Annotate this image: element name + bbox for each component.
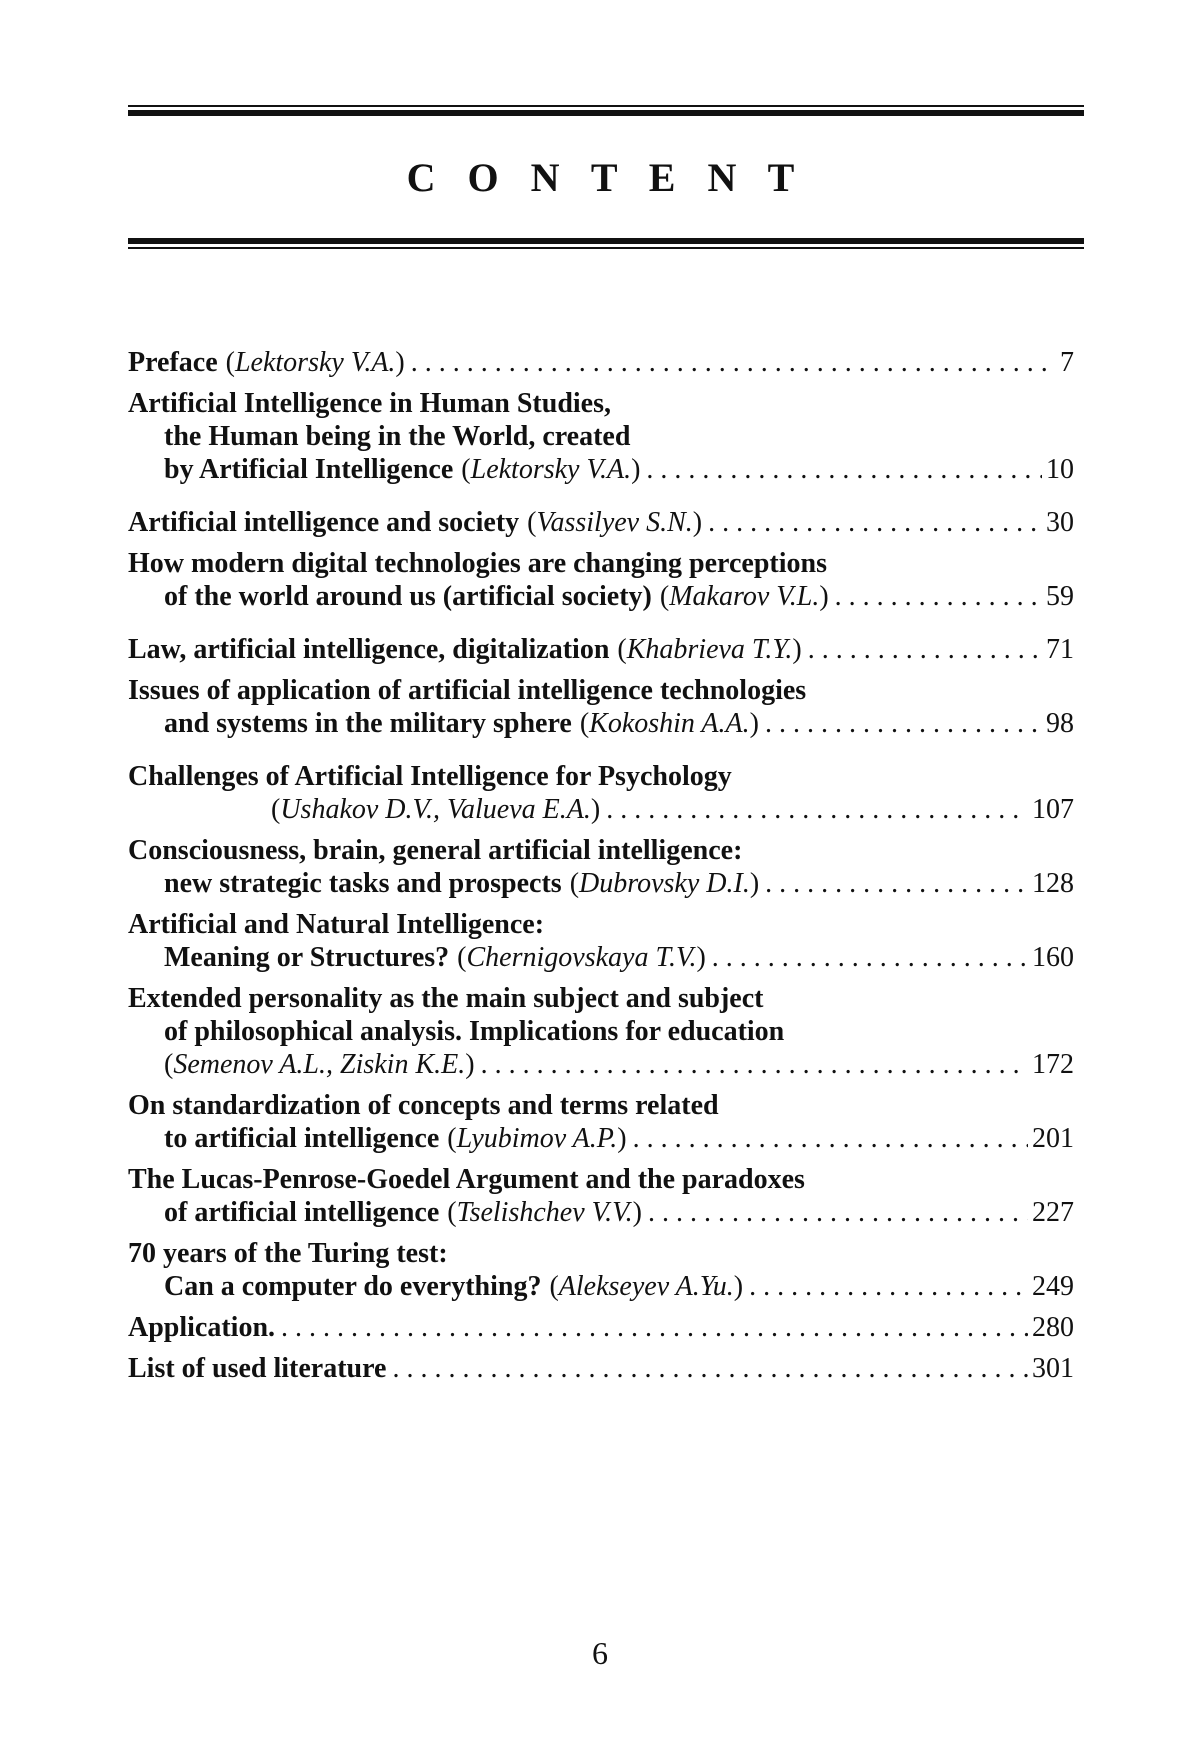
toc-entry-page: 160 — [1032, 942, 1074, 973]
toc-line — [128, 1122, 1074, 1155]
toc-entry-author-wrap: (Ushakov D.V., Valueva E.A.) — [271, 794, 601, 825]
toc-entry-author: Kokoshin A.A. — [589, 708, 750, 739]
toc-line — [128, 453, 1074, 486]
toc-entry-author-wrap: (Dubrovsky D.I.) — [569, 868, 760, 899]
toc-entry-author-wrap: (Alekseyev A.Yu.) — [549, 1271, 744, 1302]
toc-entry-author-wrap: (Khabrieva T.Y.) — [617, 634, 802, 665]
toc-entry — [128, 506, 1074, 539]
toc-line — [128, 1048, 1074, 1081]
toc-line — [128, 760, 1074, 793]
toc-entry-author: Semenov A.L., Ziskin K.E. — [173, 1049, 466, 1080]
toc-entry-author: Lyubimov A.P. — [456, 1123, 618, 1154]
toc-entry-title: 70 years of the Turing test: — [128, 1238, 448, 1269]
toc-line — [128, 1270, 1074, 1303]
toc-entry-page: 172 — [1032, 1049, 1074, 1080]
toc-line — [128, 1352, 1074, 1385]
dot-leader — [765, 867, 1028, 900]
page-title: C O N T E N T — [406, 155, 806, 200]
toc-entry — [128, 1163, 1074, 1229]
dot-leader — [633, 1122, 1028, 1155]
dot-leader — [646, 453, 1042, 486]
toc-line — [128, 1163, 1074, 1196]
toc-entry — [128, 674, 1074, 740]
toc-line — [128, 941, 1074, 974]
toc-entry-page: 59 — [1046, 581, 1074, 612]
toc-line — [128, 1196, 1074, 1229]
toc-entry-title: Consciousness, brain, general artificial intelligence: — [128, 835, 743, 866]
toc-line — [128, 1237, 1074, 1270]
toc-entry-title: new strategic tasks and prospects — [164, 868, 562, 899]
toc-line — [128, 547, 1074, 580]
toc-line — [128, 674, 1074, 707]
toc-entry-author-wrap: (Makarov V.L.) — [659, 581, 829, 612]
dot-leader — [749, 1270, 1028, 1303]
dot-leader — [411, 346, 1056, 379]
toc-line — [128, 420, 1074, 453]
toc-entry-title: Extended personality as the main subject and subject — [128, 983, 764, 1014]
toc-entry — [128, 982, 1074, 1081]
toc-entry-author: Lektorsky V.A. — [470, 454, 632, 485]
toc-entry-page: 98 — [1046, 708, 1074, 739]
toc-entry-author: Vassilyev S.N. — [536, 507, 693, 538]
toc-entry-author: Ushakov D.V., Valueva E.A. — [280, 794, 591, 825]
toc-entry-title: Can a computer do everything? — [164, 1271, 542, 1302]
toc-entry-author-wrap: (Lektorsky V.A.) — [461, 454, 641, 485]
toc-entry-author-wrap: (Lektorsky V.A.) — [225, 347, 405, 378]
toc-entry — [128, 1352, 1074, 1385]
toc-entry — [128, 760, 1074, 826]
toc-entry-page: 280 — [1032, 1312, 1074, 1343]
toc-entry — [128, 387, 1074, 486]
toc-line — [128, 834, 1074, 867]
toc-entry-title: of the world around us (artificial society) — [164, 581, 652, 612]
bottom-rule — [128, 238, 1084, 249]
toc-entry-title: of artificial intelligence — [164, 1197, 440, 1228]
toc-entry-title: Challenges of Artificial Intelligence for Psychology — [128, 761, 732, 792]
dot-leader — [765, 707, 1042, 740]
toc-entry-author: Dubrovsky D.I. — [579, 868, 750, 899]
toc-entry-author-wrap: (Chernigovskaya T.V.) — [457, 942, 706, 973]
toc-entry — [128, 1237, 1074, 1303]
toc-entry-title: Issues of application of artificial intelligence technologies — [128, 675, 807, 706]
toc-entry-title: Application. — [128, 1312, 276, 1343]
toc-line — [128, 707, 1074, 740]
toc-entry-title: The Lucas-Penrose-Goedel Argument and the paradoxes — [128, 1164, 805, 1195]
toc-entry-page: 107 — [1032, 794, 1074, 825]
top-rule — [128, 105, 1084, 116]
toc-entry-title: Artificial and Natural Intelligence: — [128, 909, 545, 940]
toc-entry-title: List of used literature — [128, 1353, 387, 1384]
dot-leader — [808, 633, 1042, 666]
toc-entry-title: and systems in the military sphere — [164, 708, 572, 739]
dot-leader — [392, 1352, 1028, 1385]
toc-entry-page: 201 — [1032, 1123, 1074, 1154]
toc-line — [128, 982, 1074, 1015]
toc-line — [128, 867, 1074, 900]
toc-entry-page: 249 — [1032, 1271, 1074, 1302]
toc-entry-page: 7 — [1060, 347, 1074, 378]
toc-entry — [128, 346, 1074, 379]
toc-entry-page: 30 — [1046, 507, 1074, 538]
toc-entry-title: Preface — [128, 347, 218, 378]
toc-entry-author-wrap: (Vassilyev S.N.) — [527, 507, 703, 538]
toc-entry-page: 10 — [1046, 454, 1074, 485]
toc-line — [128, 580, 1074, 613]
dot-leader — [481, 1048, 1028, 1081]
toc-entry-title: the Human being in the World, created — [164, 421, 631, 452]
toc-entry-author-wrap: (Semenov A.L., Ziskin K.E.) — [164, 1049, 475, 1080]
toc-entry-page: 227 — [1032, 1197, 1074, 1228]
toc-line — [128, 506, 1074, 539]
toc-entry — [128, 1089, 1074, 1155]
toc-entry-title: of philosophical analysis. Implications for education — [164, 1016, 785, 1047]
toc-line — [128, 908, 1074, 941]
dot-leader — [708, 506, 1042, 539]
dot-leader — [835, 580, 1042, 613]
toc-entry-title: Artificial Intelligence in Human Studies, — [128, 388, 611, 419]
toc-line — [128, 633, 1074, 666]
table-of-contents — [128, 346, 1074, 1385]
toc-entry-author: Lektorsky V.A. — [234, 347, 396, 378]
toc-entry-title: How modern digital technologies are changing perceptions — [128, 548, 827, 579]
toc-entry-title: by Artificial Intelligence — [164, 454, 454, 485]
toc-entry-author: Alekseyev A.Yu. — [558, 1271, 734, 1302]
toc-entry-author-wrap: (Tselishchev V.V.) — [447, 1197, 642, 1228]
toc-line — [128, 1015, 1074, 1048]
toc-entry-title: On standardization of concepts and terms related — [128, 1090, 719, 1121]
toc-entry-author-wrap: (Kokoshin A.A.) — [579, 708, 759, 739]
toc-entry-author: Makarov V.L. — [669, 581, 820, 612]
page-number: 6 — [592, 1635, 608, 1671]
toc-entry-page: 128 — [1032, 868, 1074, 899]
toc-entry-author: Tselishchev V.V. — [456, 1197, 633, 1228]
toc-entry-title: Law, artificial intelligence, digitalization — [128, 634, 610, 665]
toc-entry — [128, 1311, 1074, 1344]
toc-entry — [128, 908, 1074, 974]
toc-line — [128, 346, 1074, 379]
dot-leader — [606, 793, 1028, 826]
toc-entry-author: Khabrieva T.Y. — [626, 634, 793, 665]
toc-entry — [128, 834, 1074, 900]
toc-entry-title: Meaning or Structures? — [164, 942, 450, 973]
toc-line — [128, 793, 1074, 826]
toc-entry — [128, 547, 1074, 613]
dot-leader — [712, 941, 1028, 974]
dot-leader — [648, 1196, 1028, 1229]
dot-leader — [281, 1311, 1028, 1344]
toc-entry-page: 71 — [1046, 634, 1074, 665]
toc-entry — [128, 633, 1074, 666]
contents-page — [128, 105, 1084, 1393]
toc-entry-title: Artificial intelligence and society — [128, 507, 520, 538]
toc-entry-title: to artificial intelligence — [164, 1123, 440, 1154]
toc-entry-author: Chernigovskaya T.V. — [466, 942, 697, 973]
toc-line — [128, 1311, 1074, 1344]
toc-line — [128, 1089, 1074, 1122]
toc-entry-page: 301 — [1032, 1353, 1074, 1384]
toc-line — [128, 387, 1074, 420]
toc-entry-author-wrap: (Lyubimov A.P.) — [447, 1123, 627, 1154]
